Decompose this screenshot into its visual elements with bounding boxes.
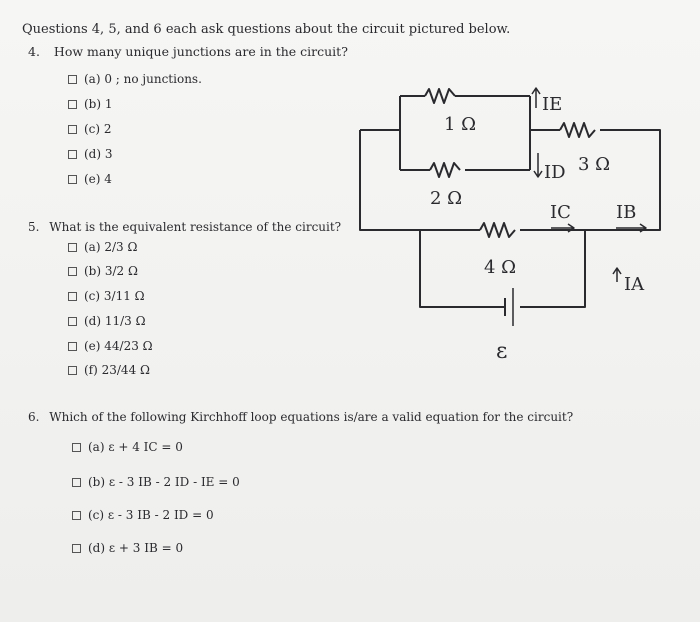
resistor-2-ohm xyxy=(430,163,460,177)
option-label: (e) 44/23 Ω xyxy=(84,339,153,353)
ie-label: IE xyxy=(542,94,563,115)
question-4-text: How many unique junctions are in the circuit? xyxy=(53,44,348,59)
outer-loop-wires xyxy=(360,130,660,230)
ia-label: IA xyxy=(624,274,645,295)
option-label: (a) ε + 4 IC = 0 xyxy=(88,440,183,454)
ia-arrow-icon xyxy=(613,268,621,282)
option-label: (a) 0 ; no junctions. xyxy=(84,72,202,86)
option-label: (c) 2 xyxy=(84,122,112,136)
r4-label: 4 Ω xyxy=(484,257,517,278)
option-label: (b) 3/2 Ω xyxy=(84,264,138,278)
question-6-text: Which of the following Kirchhoff loop equations is/are a valid equation for the circuit? xyxy=(49,410,574,424)
option-label: (c) 3/11 Ω xyxy=(84,289,145,303)
intro-text: Questions 4, 5, and 6 each ask questions about the circuit pictured below. xyxy=(22,22,511,37)
question-5-number: 5. xyxy=(28,220,40,234)
option-label: (e) 4 xyxy=(84,172,112,186)
r3-label: 3 Ω xyxy=(578,154,611,175)
r2-label: 2 Ω xyxy=(430,188,463,209)
ib-label: IB xyxy=(616,202,637,223)
option-label: (d) 11/3 Ω xyxy=(84,314,146,328)
resistor-4-ohm xyxy=(480,223,540,237)
ie-arrow-icon xyxy=(532,88,540,108)
option-label: (b) 1 xyxy=(84,97,113,111)
resistor-1-ohm xyxy=(425,89,455,103)
r1-label: 1 Ω xyxy=(444,114,477,135)
emf-label: ε xyxy=(496,339,508,364)
option-label: (c) ε - 3 IB - 2 ID = 0 xyxy=(88,508,214,522)
option-label: (b) ε - 3 IB - 2 ID - IE = 0 xyxy=(88,475,240,489)
id-arrow-icon xyxy=(534,153,542,177)
option-label: (d) ε + 3 IB = 0 xyxy=(88,541,184,555)
id-label: ID xyxy=(544,162,566,183)
question-6-number: 6. xyxy=(28,410,40,424)
question-4-number: 4. xyxy=(28,44,40,59)
question-5-text: What is the equivalent resistance of the circuit? xyxy=(49,220,342,234)
ic-label: IC xyxy=(550,202,571,223)
resistor-3-ohm xyxy=(560,123,595,137)
option-label: (a) 2/3 Ω xyxy=(84,240,138,254)
option-label: (d) 3 xyxy=(84,147,113,161)
option-label: (f) 23/44 Ω xyxy=(84,363,150,377)
